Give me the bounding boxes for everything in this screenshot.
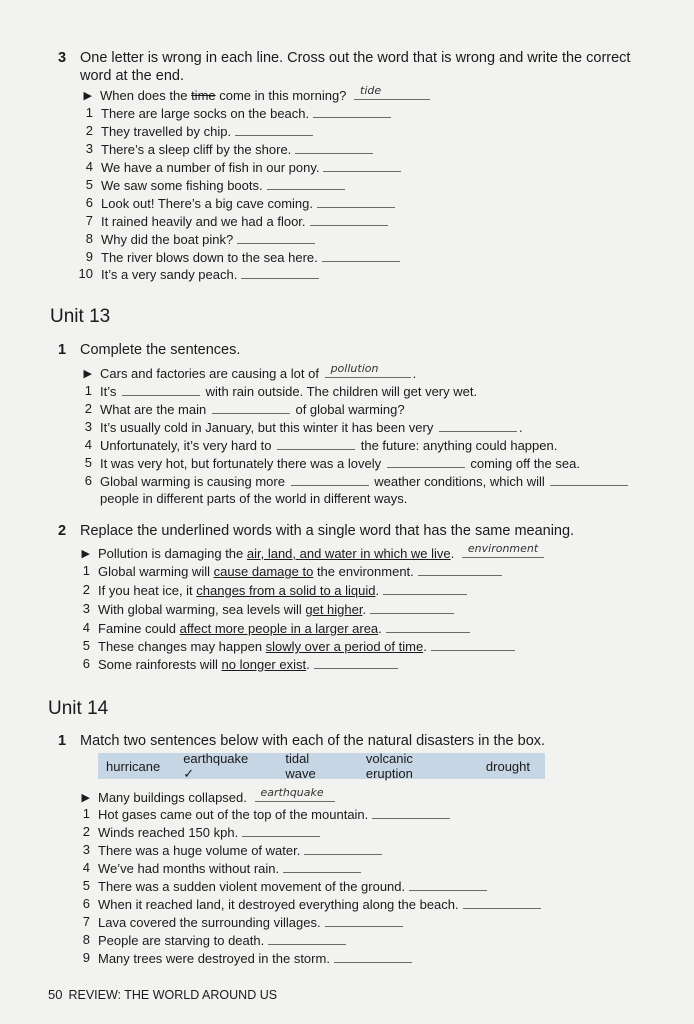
arrow-icon: ▶: [83, 90, 92, 102]
answer-blank[interactable]: [354, 84, 430, 100]
item-text: Lava covered the surrounding villages.: [98, 915, 321, 930]
u14-q1-item-2: [82, 824, 320, 841]
answer-blank[interactable]: [317, 195, 395, 208]
u13-q2-item-1: 1 Global warming will cause damage to the environment.: [98, 563, 502, 580]
u13-q1-item-5: 5 It was very hot, but fortunately there was a lovely coming off the sea.: [84, 455, 580, 471]
answer-blank[interactable]: [370, 601, 454, 614]
item-number: 5: [82, 878, 90, 893]
ex3-item-6: [85, 195, 395, 212]
answer-blank[interactable]: [387, 455, 465, 468]
answer-blank[interactable]: [322, 249, 400, 262]
u13-q1-item-2: 2 What are the main of global warming?: [84, 401, 405, 417]
u13-q1-item-6-cont: people in different parts of the world in different ways.: [100, 491, 408, 506]
item-number: 3: [82, 842, 90, 857]
underlined-phrase: slowly over a period of time: [265, 639, 424, 654]
item-number: 2: [85, 123, 93, 138]
underlined-phrase: changes from a solid to a liquid: [196, 583, 376, 598]
box-word-volcanic-eruption: volcanic eruption: [365, 751, 413, 781]
answer-blank[interactable]: [283, 860, 361, 873]
ex3-instruction-line1: One letter is wrong in each line. Cross out the word that is wrong and write the correct: [80, 50, 631, 66]
page-footer: [48, 987, 277, 1002]
item-text: There was a sudden violent movement of the ground.: [98, 879, 406, 894]
item-number: 8: [85, 231, 93, 246]
answer-blank[interactable]: [314, 656, 398, 669]
answer-blank[interactable]: [418, 563, 502, 576]
answer-blank[interactable]: [268, 932, 346, 945]
u13-q2-example: ▶ Pollution is damaging the air, land, and water in which we live. environment: [98, 545, 544, 562]
item-text: We have a number of fish in our pony.: [101, 160, 320, 175]
answer-blank[interactable]: [409, 878, 487, 891]
item-number: 7: [82, 914, 90, 929]
answer-blank[interactable]: [277, 437, 355, 450]
footer-title: REVIEW: THE WORLD AROUND US: [68, 988, 278, 1002]
answer-blank[interactable]: [334, 950, 412, 963]
item-number: 4: [82, 860, 90, 875]
ex3-number: 3: [58, 50, 67, 66]
arrow-icon: ▶: [81, 548, 90, 560]
ex3-instruction-line2: word at the end.: [80, 68, 184, 84]
item-number: 1: [82, 806, 90, 821]
handwritten-answer: tide: [360, 84, 382, 97]
answer-blank[interactable]: [386, 620, 470, 633]
answer-blank[interactable]: [550, 473, 628, 486]
arrow-icon: ▶: [81, 792, 90, 804]
answer-blank[interactable]: [431, 638, 515, 651]
answer-blank[interactable]: [255, 786, 335, 802]
underlined-phrase: air, land, and water in which we live: [246, 546, 451, 561]
u14-q1-item-7: [82, 914, 403, 931]
u13-q1-item-1: 1 It’s with rain outside. The children will get very wet.: [84, 383, 478, 399]
answer-blank[interactable]: [212, 401, 290, 414]
answer-blank[interactable]: [313, 105, 391, 118]
item-number: 4: [85, 159, 93, 174]
ex3-item-1: [85, 105, 391, 122]
answer-blank[interactable]: [310, 213, 388, 226]
answer-blank[interactable]: [325, 914, 403, 927]
u14-q1-item-3: [82, 842, 382, 859]
item-number: 1: [85, 105, 93, 120]
item-text: Winds reached 150 kph.: [98, 825, 239, 840]
item-text: There are large socks on the beach.: [101, 106, 310, 121]
ex3-instruction: [80, 49, 630, 85]
ex3-item-3: [85, 141, 373, 158]
answer-blank[interactable]: [291, 473, 369, 486]
workbook-page: 3 One letter is wrong in each line. Cross out the word that is wrong and write the correct word at the end. ▶ When does the time come in this morning? tide 1 There are large socks on the beach. 2 They travelled by chip. 3 There’s a sleep cliff by the shore. 4 We have a number of fish in our pony. 5 We saw some fishing boots. 6 Look out! There’s a big cave coming. 7 It rained heavily and we had a floor. 8 Why did the boat pink? 9 The river blows down to the sea here. 10 It’s a very sandy peach. Unit 13 1 Complete the sentences. ▶ Cars and factories are causing a lot of pollution . 1 It’s with rain outside. The children will get very wet. 2 What are the main of global warming? 3 It’s usually cold in January, but this winter it has been very . 4 Unfortunately, it’s very hard to the future: anything could happen. 5 It was very hot, but fortunately there was a lovely coming off the sea. 6 Global warming is causing more weather conditions, which will people in different parts of the world in different ways. 2 Replace the underlined words with a single word that has the same meaning. ▶ Pollution is damaging the air, land, and water in which we live. environment 1 Global warming will cause damage to the environment. 2 If you heat ice, it changes from a solid to a liquid. 3 With global warming, sea levels will get higher. 4 Famine could affect more people in a larger area. 5 These changes may happen slowly over a period of time. 6 Some rainforests will no longer exist. Unit 14 1 Match two sentences below with each of the natural disasters in the box. hurricane earthquake ✓ tidal wave volcanic eruption drought ▶ Many buildings collapsed. earthquake 1 Hot gases came out of the top of the mountain. 2 Winds reached 150 kph. 3 There was a huge volume of water. 4 We’ve had months without rain. 5 There was a sudden violent movement of the ground. 6 When it reached land, it destroyed everything along the beach. 7 Lava covered the surrounding villages. 8 People are starving to death. 9 Many trees were destroyed in the storm. 50 REVIEW: THE WORLD AROUND US: [48, 50, 631, 1002]
item-text: There was a huge volume of water.: [98, 843, 301, 858]
arrow-icon: ▶: [83, 368, 92, 380]
answer-blank[interactable]: [241, 266, 319, 279]
item-text: Why did the boat pink?: [101, 232, 234, 247]
u14-q1-item-5: [82, 878, 487, 895]
ex3-item-2: [85, 123, 313, 140]
handwritten-answer: pollution: [330, 362, 379, 375]
item-text: They travelled by chip.: [101, 124, 232, 139]
ex3-item-7: [85, 213, 388, 230]
u13-q1-item-6: 6 Global warming is causing more weather conditions, which will: [100, 473, 630, 490]
u14-q1-example: ▶ Many buildings collapsed. earthquake: [98, 789, 335, 806]
u13-q2-item-2: 2 If you heat ice, it changes from a solid to a liquid.: [98, 582, 467, 599]
box-word-earthquake: earthquake ✓: [183, 750, 249, 781]
ex3-item-5: [85, 177, 345, 194]
u13-q1-item-4: 4 Unfortunately, it’s very hard to the future: anything could happen.: [84, 437, 558, 453]
item-text: We saw some fishing boots.: [101, 178, 263, 193]
u14-q1-item-4: [82, 860, 361, 877]
item-number: 9: [82, 950, 90, 965]
page-number: 50: [48, 987, 63, 1002]
item-number: 3: [82, 601, 90, 616]
item-number: 5: [85, 177, 93, 192]
answer-blank[interactable]: [325, 362, 411, 378]
answer-blank[interactable]: [295, 141, 373, 154]
answer-blank[interactable]: [122, 383, 200, 396]
item-number: 8: [82, 932, 90, 947]
ex3-item-9: [85, 249, 400, 266]
item-text: It’s a very sandy peach.: [101, 267, 238, 282]
underlined-phrase: no longer exist: [221, 657, 307, 672]
underlined-phrase: get higher: [305, 602, 363, 617]
item-number: 6: [85, 195, 93, 210]
box-word-drought: drought: [485, 758, 530, 774]
handwritten-answer: environment: [467, 542, 539, 555]
answer-blank[interactable]: [237, 231, 315, 244]
item-text: People are starving to death.: [98, 933, 265, 948]
answer-blank[interactable]: [267, 177, 345, 190]
box-word-hurricane: hurricane: [106, 758, 161, 774]
ex3-item-10: [78, 266, 319, 283]
u13-q1-example: ▶ Cars and factories are causing a lot of pollution .: [100, 365, 416, 382]
answer-blank[interactable]: [304, 842, 382, 855]
answer-blank[interactable]: [439, 419, 517, 432]
answer-blank[interactable]: [463, 896, 541, 909]
ex3-example: ▶ When does the time come in this morning? tide: [100, 87, 430, 104]
answer-blank[interactable]: [383, 582, 467, 595]
u13-q1-item-3: 3 It’s usually cold in January, but this winter it has been very .: [84, 419, 523, 435]
u13-q2-item-3: 3 With global warming, sea levels will get higher.: [98, 601, 454, 618]
u13-q2-item-6: 6 Some rainforests will no longer exist.: [98, 656, 398, 673]
item-number: 4: [82, 620, 90, 635]
answer-blank[interactable]: [235, 123, 313, 136]
item-text: The river blows down to the sea here.: [101, 250, 318, 265]
item-text: Hot gases came out of the top of the mountain.: [98, 807, 369, 822]
item-number: 6: [82, 656, 90, 671]
disaster-word-box: [98, 750, 545, 781]
u14-q1-item-8: [82, 932, 346, 949]
item-number: 1: [82, 563, 90, 578]
item-text: Many trees were destroyed in the storm.: [98, 951, 330, 966]
answer-blank[interactable]: [462, 542, 544, 558]
item-text: There’s a sleep cliff by the shore.: [101, 142, 292, 157]
ex3-item-4: [85, 159, 401, 176]
underlined-phrase: cause damage to: [213, 564, 314, 579]
answer-blank[interactable]: [242, 824, 320, 837]
item-number: 7: [85, 213, 93, 228]
item-text: We’ve had months without rain.: [98, 861, 280, 876]
item-text: It rained heavily and we had a floor.: [101, 214, 306, 229]
item-number: 9: [85, 249, 93, 264]
item-number: 10: [78, 266, 93, 281]
item-number: 2: [82, 582, 90, 597]
underlined-phrase: affect more people in a larger area: [179, 621, 379, 636]
item-number: 6: [82, 896, 90, 911]
item-number: 3: [85, 141, 93, 156]
u13-q2-item-5: 5 These changes may happen slowly over a period of time.: [98, 638, 515, 655]
u14-q1-item-6: [82, 896, 541, 913]
item-number: 5: [82, 638, 90, 653]
ex3-item-8: [85, 231, 315, 248]
struck-word: time: [191, 88, 216, 103]
item-text: When it reached land, it destroyed everything along the beach.: [98, 897, 459, 912]
unit-13-title: Unit 13: [50, 306, 111, 327]
box-word-tidal-wave: tidal wave: [285, 751, 316, 781]
item-text: Look out! There’s a big cave coming.: [101, 196, 313, 211]
u14-q1-item-9: [82, 950, 412, 967]
u13-q2-item-4: 4 Famine could affect more people in a larger area.: [98, 620, 470, 637]
answer-blank[interactable]: [372, 806, 450, 819]
answer-blank[interactable]: [323, 159, 401, 172]
u14-q1-item-1: [82, 806, 450, 823]
unit-14-title: Unit 14: [48, 698, 109, 719]
handwritten-answer: earthquake: [260, 786, 324, 799]
item-number: 2: [82, 824, 90, 839]
